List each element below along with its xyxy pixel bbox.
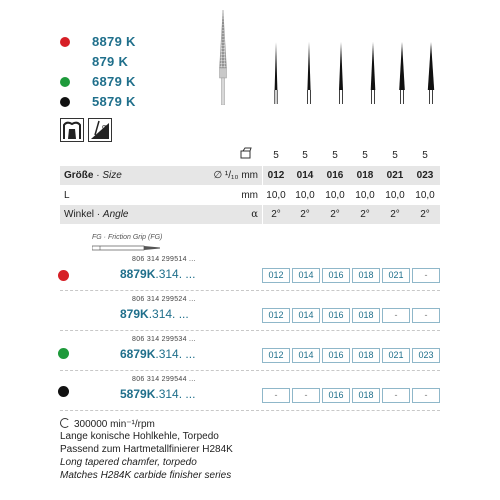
pack-value: 5	[362, 150, 368, 161]
spec-row-pack	[60, 146, 440, 165]
length-value: 10,0	[295, 190, 315, 201]
order-size-cell: 014	[292, 268, 320, 283]
svg-text:α: α	[102, 123, 107, 131]
angle-value: 2°	[360, 209, 370, 220]
angle-unit: α	[251, 209, 258, 220]
angle-value: 2°	[300, 209, 310, 220]
size-value: 021	[386, 170, 404, 181]
size-value: 018	[356, 170, 374, 181]
chamfer-angle-icon	[88, 118, 112, 142]
length-value: 10,0	[355, 190, 375, 201]
fg-shank-icon	[92, 243, 164, 253]
bur-silhouette-021	[395, 42, 409, 107]
bur-silhouette-014	[303, 42, 315, 107]
length-label: L	[64, 190, 70, 201]
order-size-cell: 021	[382, 348, 410, 363]
angle-value: 2°	[390, 209, 400, 220]
divider	[60, 330, 440, 331]
angle-value: 2°	[330, 209, 340, 220]
order-size-cell: 018	[352, 348, 380, 363]
bur-silhouette-012	[270, 42, 282, 107]
order-size-cell: 012	[262, 348, 290, 363]
order-code: 5879K.314. ...	[120, 387, 196, 401]
order-size-cell: 014	[292, 308, 320, 323]
bur-silhouette-023	[424, 42, 438, 107]
spec-row-size	[60, 166, 440, 185]
order-size-cell: 016	[322, 348, 350, 363]
spec-row-length	[60, 186, 440, 205]
size-label: Größe · Size	[64, 170, 122, 181]
order-size-cell: 018	[352, 388, 380, 403]
pack-value: 5	[302, 150, 308, 161]
order-size-cell: -	[292, 388, 320, 403]
variant-8879k	[60, 34, 136, 49]
size-unit: ∅ ¹/₁₀ mm	[213, 170, 258, 181]
variant-code: 5879 K	[92, 94, 136, 109]
order-number: 806 314 299514 ...	[132, 256, 196, 263]
no-dot-spacer	[60, 57, 70, 67]
variant-6879k	[60, 74, 136, 89]
order-size-cell: 012	[262, 268, 290, 283]
length-value: 10,0	[325, 190, 345, 201]
order-size-cell: -	[412, 268, 440, 283]
pack-value: 5	[422, 150, 428, 161]
diamond-bur-image	[213, 10, 233, 105]
rotation-icon	[60, 418, 70, 428]
pack-value: 5	[392, 150, 398, 161]
order-size-cell: 023	[412, 348, 440, 363]
black-dot-icon	[58, 386, 69, 397]
order-size-cell: 018	[352, 308, 380, 323]
length-unit: mm	[241, 190, 258, 201]
description-de-1: Lange konische Hohlkehle, Torpedo	[60, 431, 219, 442]
order-size-cell: 021	[382, 268, 410, 283]
order-size-cell: -	[262, 388, 290, 403]
length-value: 10,0	[385, 190, 405, 201]
order-number: 806 314 299544 ...	[132, 376, 196, 383]
description-de-2: Passend zum Hartmetallfinierer H284K	[60, 444, 233, 455]
angle-value: 2°	[271, 209, 281, 220]
order-size-cell: 012	[262, 308, 290, 323]
pack-icon	[238, 146, 254, 165]
divider	[60, 290, 440, 291]
variant-code: 879 K	[92, 54, 129, 69]
rpm-line: 300000 min⁻¹/rpm	[60, 418, 155, 430]
green-dot-icon	[60, 77, 70, 87]
variant-code: 6879 K	[92, 74, 136, 89]
size-value: 012	[267, 170, 285, 181]
order-number: 806 314 299524 ...	[132, 296, 196, 303]
size-value: 016	[326, 170, 344, 181]
red-dot-icon	[58, 270, 69, 281]
angle-value: 2°	[420, 209, 430, 220]
length-value: 10,0	[266, 190, 286, 201]
description-en-1: Long tapered chamfer, torpedo	[60, 457, 197, 468]
order-size-cell: -	[382, 388, 410, 403]
description-en-2: Matches H284K carbide finisher series	[60, 470, 232, 481]
pack-value: 5	[332, 150, 338, 161]
green-dot-icon	[58, 348, 69, 359]
pack-value: 5	[273, 150, 279, 161]
tooth-preparation-icon	[60, 118, 84, 142]
order-size-cell: 018	[352, 268, 380, 283]
bur-silhouette-018	[366, 42, 380, 107]
size-value: 014	[296, 170, 314, 181]
order-size-cell: -	[382, 308, 410, 323]
black-dot-icon	[60, 97, 70, 107]
angle-label: Winkel · Angle	[64, 209, 129, 220]
red-dot-icon	[60, 37, 70, 47]
length-value: 10,0	[415, 190, 435, 201]
order-code: 8879K.314. ...	[120, 267, 196, 281]
order-code: 879K.314. ...	[120, 307, 189, 321]
order-number: 806 314 299534 ...	[132, 336, 196, 343]
variant-879k	[60, 54, 128, 69]
variant-5879k	[60, 94, 136, 109]
fg-label: FG · Friction Grip (FG)	[92, 234, 163, 241]
order-size-cell: -	[412, 308, 440, 323]
spec-row-angle	[60, 205, 440, 224]
order-size-cell: 016	[322, 268, 350, 283]
size-value: 023	[416, 170, 434, 181]
divider	[60, 410, 440, 411]
order-size-cell: 014	[292, 348, 320, 363]
order-size-cell: 016	[322, 308, 350, 323]
order-size-cell: 016	[322, 388, 350, 403]
divider	[60, 370, 440, 371]
variant-code: 8879 K	[92, 34, 136, 49]
order-size-cell: -	[412, 388, 440, 403]
bur-silhouette-016	[335, 42, 347, 107]
order-code: 6879K.314. ...	[120, 347, 196, 361]
